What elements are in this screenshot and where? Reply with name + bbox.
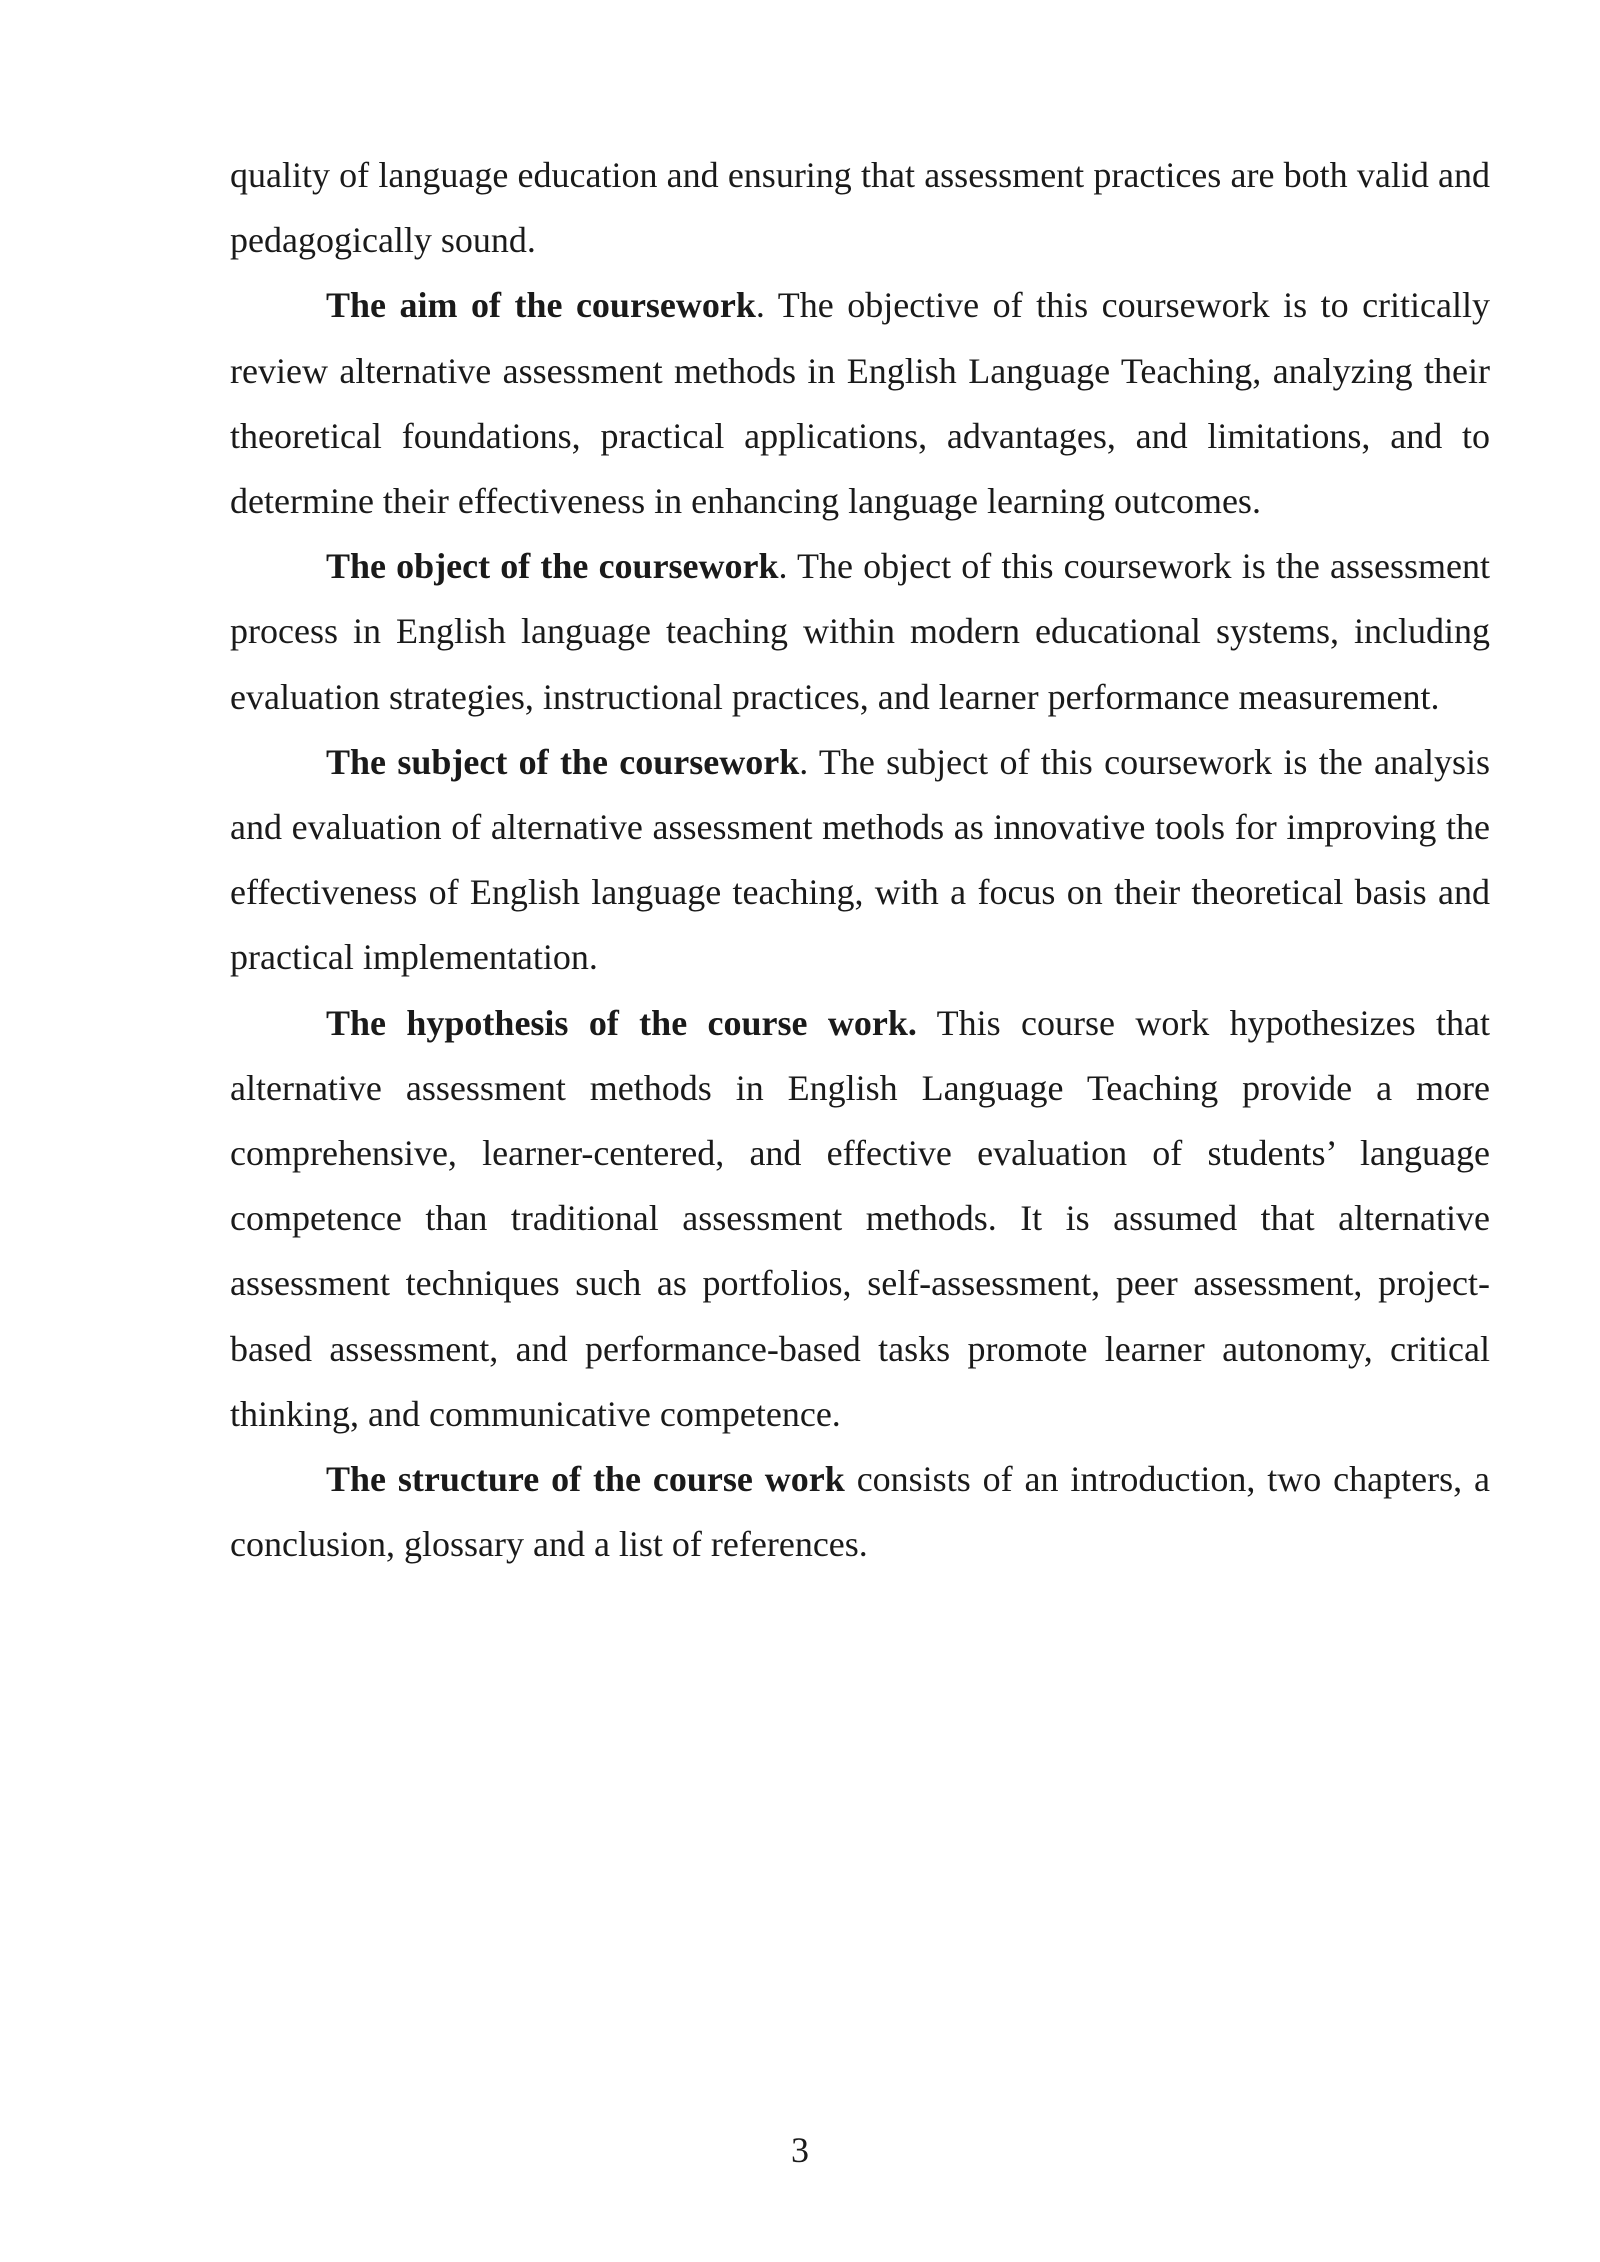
page-body bbox=[230, 143, 1490, 1577]
paragraph-structure bbox=[230, 1447, 1490, 1577]
structure-term: The structure of the course work bbox=[326, 1459, 845, 1500]
hypothesis-term: The hypothesis of the course work. bbox=[326, 1002, 917, 1043]
paragraph-subject bbox=[230, 730, 1490, 991]
paragraph-aim bbox=[230, 273, 1490, 534]
paragraph-object bbox=[230, 534, 1490, 730]
object-text: . The object of this coursework is the assessment process in English language teaching within modern educational systems, including evaluation strategies, instructional practices, and learner performance measurement. bbox=[230, 546, 1490, 717]
paragraph-hypothesis bbox=[230, 991, 1490, 1447]
page-number: 3 bbox=[791, 2130, 809, 2170]
paragraph-continuation bbox=[230, 143, 1490, 273]
hypothesis-text: This course work hypothesizes that alternative assessment methods in English Language Teaching provide a more comprehensive, learner-centered, and effective evaluation of students’ language competence than traditional assessment methods. It is assumed that alternative assessment techniques such as portfolios, self-assessment, peer assessment, project-based assessment, and performance-based tasks promote learner autonomy, critical thinking, and communicative competence. bbox=[230, 1002, 1490, 1434]
subject-term: The subject of the coursework bbox=[326, 741, 800, 782]
subject-text: . The subject of this coursework is the analysis and evaluation of alternative assessment methods as innovative tools for improving the effectiveness of English language teaching, with a focus on their theoretical basis and practical implementation. bbox=[230, 741, 1490, 978]
structure-text: consists of an introduction, two chapters, a conclusion, glossary and a list of references. bbox=[230, 1459, 1490, 1565]
paragraph-text: quality of language education and ensuring that assessment practices are both valid and pedagogically sound. bbox=[230, 155, 1490, 261]
aim-text: . The objective of this coursework is to critically review alternative assessment methods in English Language Teaching, analyzing their theoretical foundations, practical applications, advantages, and limitations, and to determine their effectiveness in enhancing language learning outcomes. bbox=[230, 285, 1490, 522]
aim-term: The aim of the coursework bbox=[326, 285, 756, 326]
object-term: The object of the coursework bbox=[326, 546, 779, 587]
